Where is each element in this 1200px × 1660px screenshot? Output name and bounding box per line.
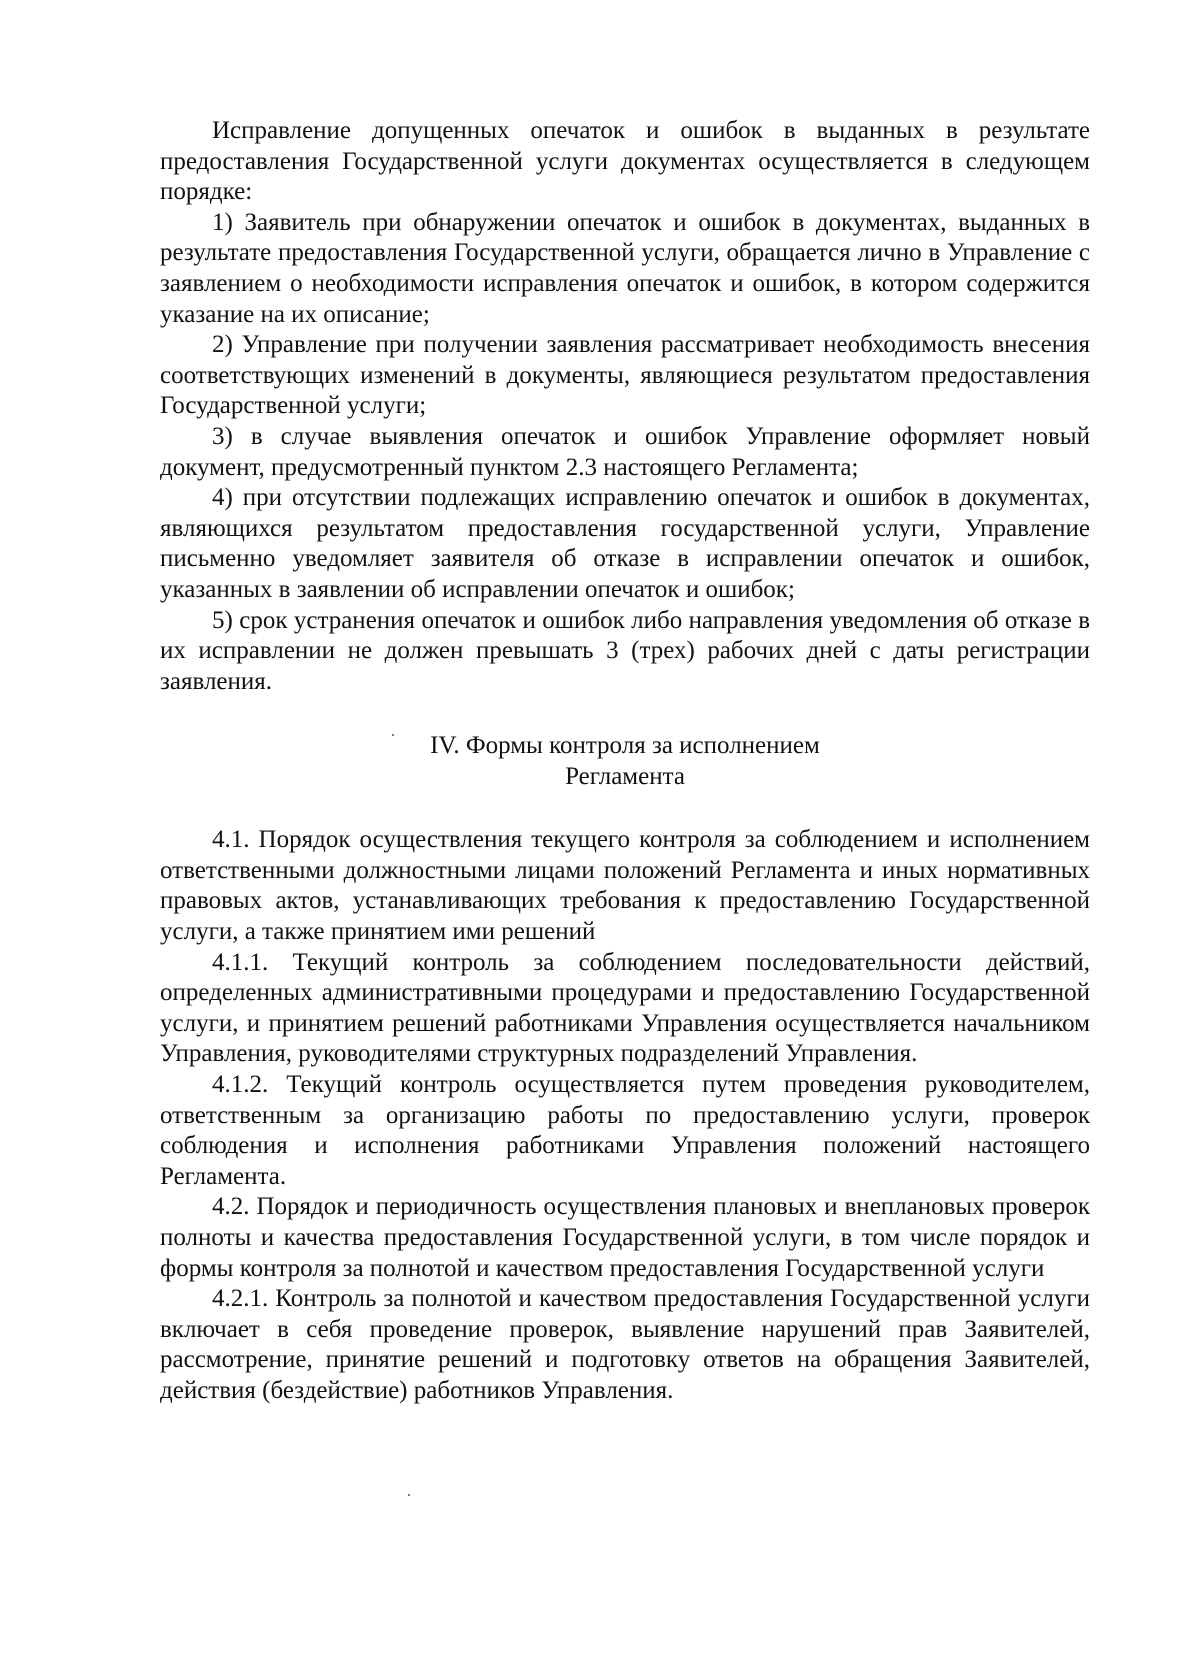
paragraph-4-1: 4.1. Порядок осуществления текущего контроля за соблюдением и исполнением ответственными должностными лицами положений Регламента и иных нормативных правовых актов, устанавливающих требования к предоставлению Государственной услуги, а также принятием ими решений bbox=[160, 826, 1090, 946]
section-heading-line-1: IV. Формы контроля за исполнением bbox=[430, 732, 820, 760]
paragraph-4-2: 4.2. Порядок и периодичность осуществления плановых и внеплановых проверок полноты и качества предоставления Государственной услуги, в том числе порядок и формы контроля за полнотой и качеством предоставления Государственной услуги bbox=[160, 1193, 1090, 1282]
paragraph-intro: Исправление допущенных опечаток и ошибок в выданных в результате предоставления Государственной услуги документах осуществляется в следующем порядке: bbox=[160, 117, 1090, 206]
paragraph-item-1: 1) Заявитель при обнаружении опечаток и ошибок в документах, выданных в результате предоставления Государственной услуги, обращается лично в Управление с заявлением о необходимости исправления опечаток и ошибок, в котором содержится указание на их описание; bbox=[160, 208, 1090, 328]
paragraph-item-2: 2) Управление при получении заявления рассматривает необходимость внесения соответствующих изменений в документы, являющиеся результатом предоставления Государственной услуги; bbox=[160, 331, 1090, 420]
paragraph-4-1-1: 4.1.1. Текущий контроль за соблюдением последовательности действий, определенных административными процедурами и предоставлению Государственной услуги, и принятием решений работниками Управления осуществляется начальником Управления, руководителями структурных подразделений Управления. bbox=[160, 948, 1090, 1068]
paragraph-item-3: 3) в случае выявления опечаток и ошибок Управление оформляет новый документ, предусмотренный пунктом 2.3 настоящего Регламента; bbox=[160, 422, 1090, 481]
paragraph-item-5: 5) срок устранения опечаток и ошибок либо направления уведомления об отказе в их исправлении не должен превышать 3 (трех) рабочих дней с даты регистрации заявления. bbox=[160, 606, 1090, 695]
scan-speck bbox=[408, 1494, 410, 1496]
paragraph-4-2-1: 4.2.1. Контроль за полнотой и качеством предоставления Государственной услуги включает в себя проведение проверок, выявление нарушений прав Заявителей, рассмотрение, принятие решений и подготовку ответов на обращения Заявителей, действия (бездействие) работников Управления. bbox=[160, 1285, 1090, 1404]
section-heading-line-2: Регламента bbox=[565, 763, 685, 791]
section-heading bbox=[160, 730, 1090, 792]
paragraph-4-1-2: 4.1.2. Текущий контроль осуществляется путем проведения руководителем, ответственным за организацию работы по предоставлению услуги, проверок соблюдения и исполнения работниками Управления положений настоящего Регламента. bbox=[160, 1071, 1090, 1190]
paragraph-item-4: 4) при отсутствии подлежащих исправлению опечаток и ошибок в документах, являющихся результатом предоставления государственной услуги, Управление письменно уведомляет заявителя об отказе в исправлении опечаток и ошибок, указанных в заявлении об исправлении опечаток и ошибок; bbox=[160, 484, 1090, 603]
scan-speck bbox=[392, 734, 394, 736]
document-body bbox=[160, 116, 1090, 1407]
